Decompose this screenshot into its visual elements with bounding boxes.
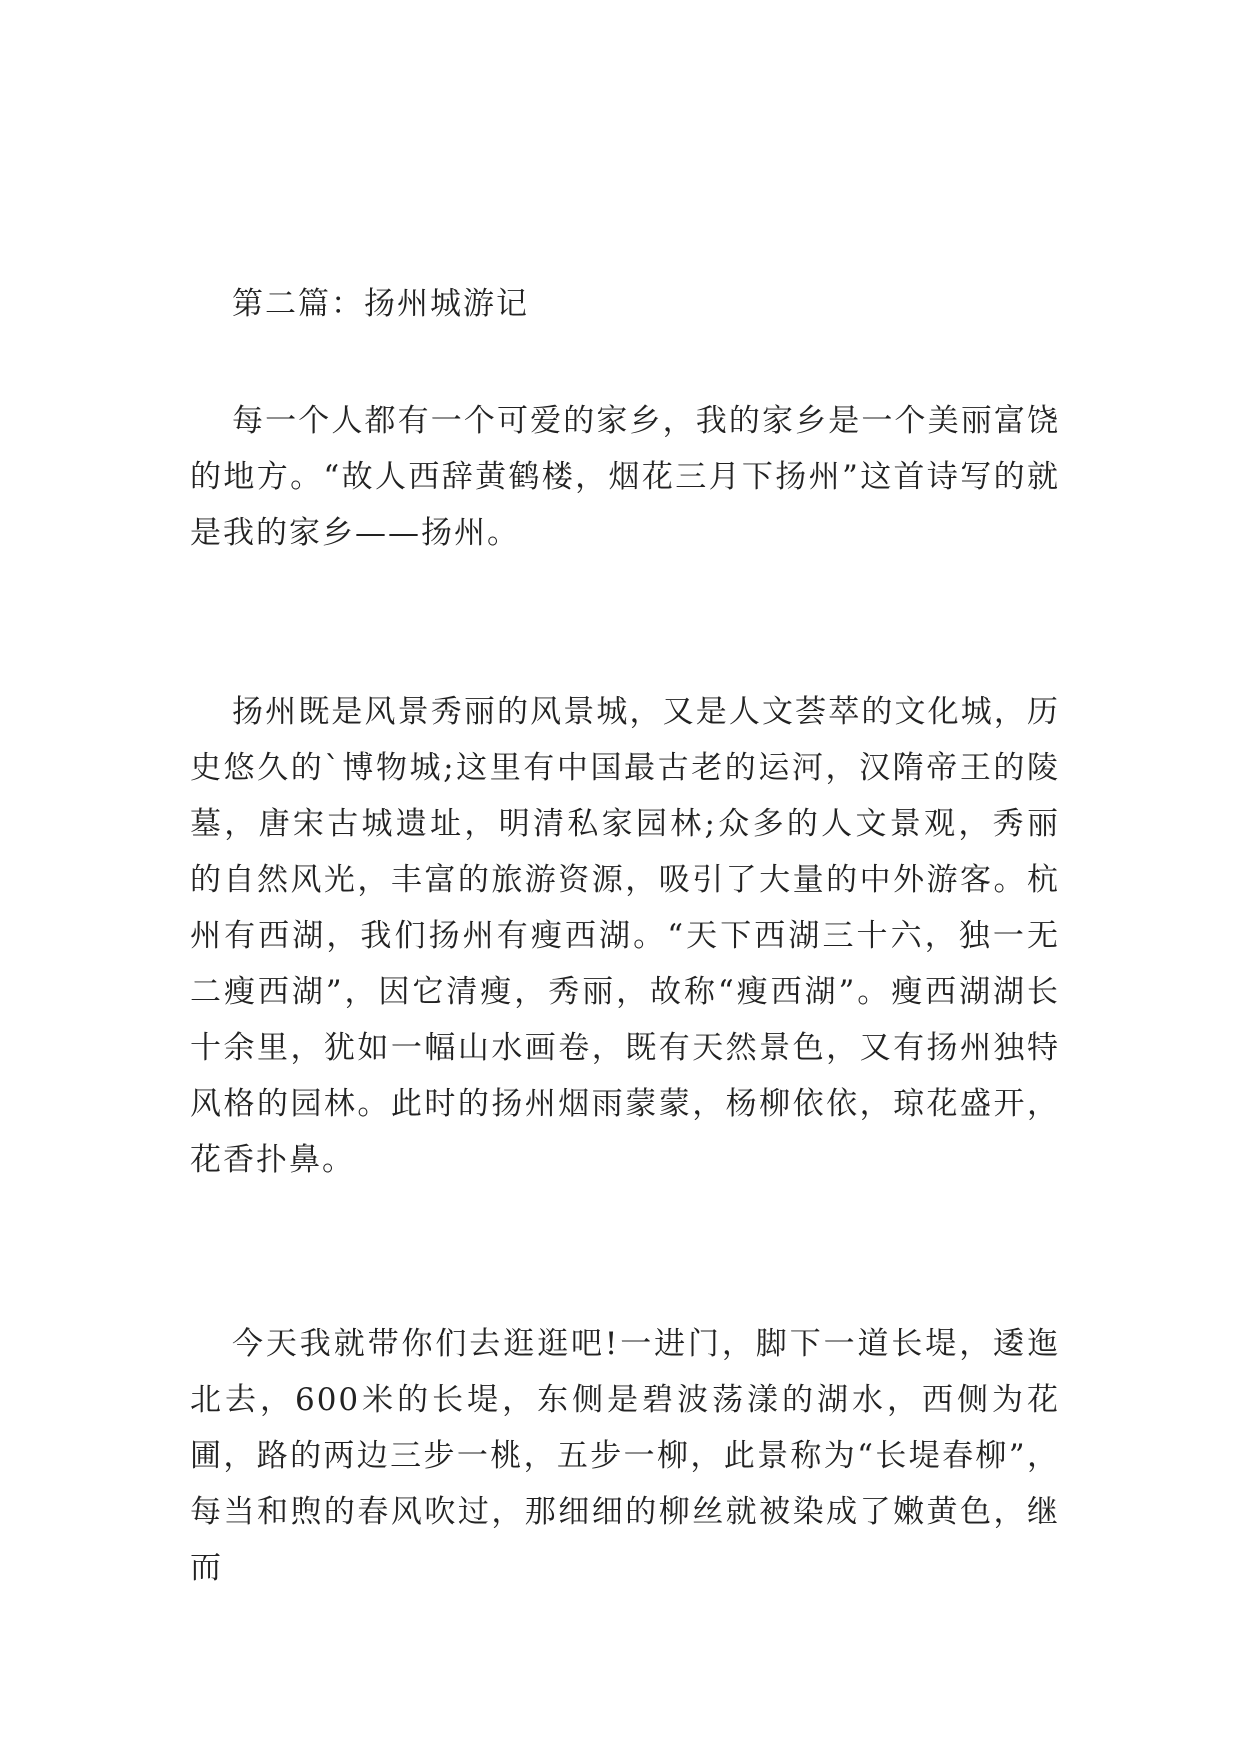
document-title: 第二篇：扬州城游记 (232, 286, 529, 322)
paragraph-1: 每一个人都有一个可爱的家乡，我的家乡是一个美丽富饶的地方。“故人西辞黄鹤楼，烟花三月下扬州”这首诗写的就是我的家乡——扬州。 (190, 403, 1060, 551)
paragraph-3: 今天我就带你们去逛逛吧!一进门，脚下一道长堤，逶迤北去，600米的长堤，东侧是碧波荡漾的湖水，西侧为花圃，路的两边三步一桃，五步一柳，此景称为“长堤春柳”，每当和煦的春风吹过，那细细的柳丝就被染成了嫩黄色，继而 (190, 1326, 1060, 1586)
paragraph-2: 扬州既是风景秀丽的风景城，又是人文荟萃的文化城，历史悠久的`博物城;这里有中国最古老的运河，汉隋帝王的陵墓，唐宋古城遗址，明清私家园林;众多的人文景观，秀丽的自然风光，丰富的旅游资源，吸引了大量的中外游客。杭州有西湖，我们扬州有瘦西湖。“天下西湖三十六，独一无二瘦西湖”，因它清瘦，秀丽，故称“瘦西湖”。瘦西湖湖长十余里，犹如一幅山水画卷，既有天然景色，又有扬州独特风格的园林。此时的扬州烟雨蒙蒙，杨柳依依，琼花盛开，花香扑鼻。 (190, 694, 1060, 1178)
